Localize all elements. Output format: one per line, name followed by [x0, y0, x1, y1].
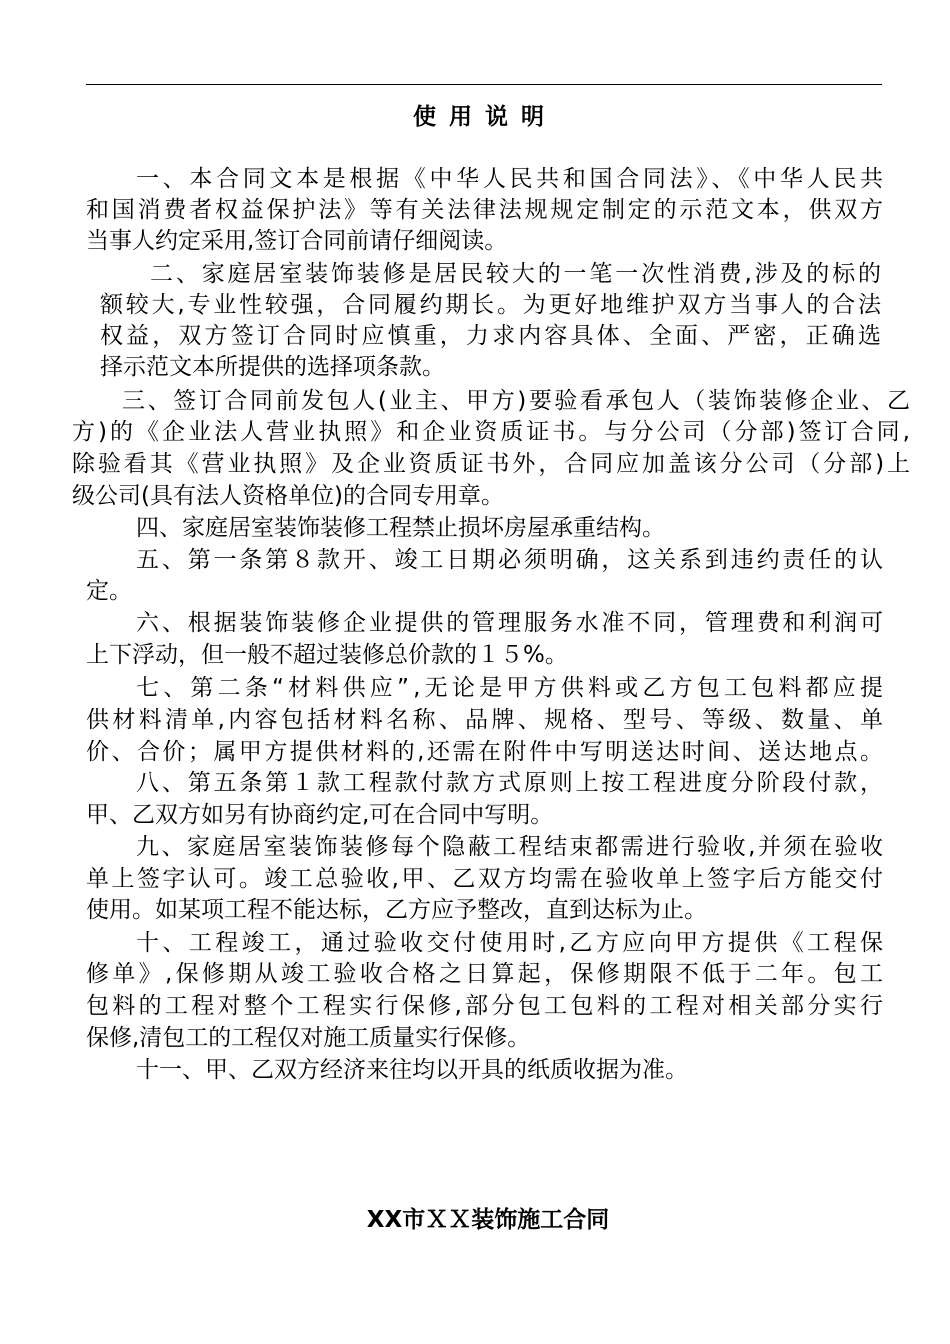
paragraph-3-line-2: 方)的《企业法人营业执照》和企业资质证书。与分公司（分部)签订合同,	[72, 419, 914, 445]
paragraph-2-line-3: 权益，双方签订合同时应慎重，力求内容具体、全面、严密，正确选	[100, 323, 885, 349]
paragraph-9-line-3: 使用。如某项工程不能达标，乙方应予整改，直到达标为止。	[86, 897, 707, 923]
paragraph-5-line-2: 定。	[86, 578, 132, 604]
document-title: 使用说明	[413, 104, 557, 130]
paragraph-6-line-1: 六、根据装饰装修企业提供的管理服务水准不同，管理费和利润可	[136, 610, 886, 636]
paragraph-3-line-4: 级公司(具有法人资格单位)的合同专用章。	[72, 483, 504, 509]
paragraph-1-line-1: 一、本合同文本是根据《中华人民共和国合同法》、《中华人民共	[136, 166, 887, 192]
paragraph-9-line-2: 单上签字认可。竣工总验收,甲、乙双方均需在验收单上签字后方能交付	[86, 866, 886, 892]
paragraph-7-line-3: 价、合价；属甲方提供材料的,还需在附件中写明送达时间、送达地点。	[86, 739, 886, 765]
paragraph-8-line-1: 八、第五条第１款工程款付款方式原则上按工程进度分阶段付款，	[136, 770, 886, 796]
paragraph-5-line-1: 五、第一条第８款开、竣工日期必须明确，这关系到违约责任的认	[136, 547, 886, 573]
paragraph-2-line-4: 择示范文本所提供的选择项条款。	[100, 354, 445, 380]
paragraph-6-line-2: 上下浮动，但一般不超过装修总价款的１５%。	[86, 642, 568, 668]
paragraph-11-line-1: 十一、甲、乙双方经济来往均以开具的纸质收据为准。	[136, 1057, 688, 1083]
paragraph-2-line-2: 额较大,专业性较强，合同履约期长。为更好地维护双方当事人的合法	[100, 292, 884, 318]
paragraph-3-line-3: 除验看其《营业执照》及企业资质证书外，合同应加盖该分公司（分部)上	[72, 451, 913, 477]
paragraph-3-line-1: 三、签订合同前发包人(业主、甲方)要验看承包人（装饰装修企业、乙	[122, 388, 913, 414]
paragraph-10-line-4: 保修,清包工的工程仅对施工质量实行保修。	[86, 1025, 531, 1051]
paragraph-9-line-1: 九、家庭居室装饰装修每个隐蔽工程结束都需进行验收,并须在验收	[136, 834, 886, 860]
paragraph-1-line-3: 当事人约定采用,签订合同前请仔细阅读。	[86, 228, 508, 254]
paragraph-1-line-2: 和国消费者权益保护法》等有关法律法规规定制定的示范文本，供双方	[86, 197, 886, 223]
paragraph-10-line-2: 修单》,保修期从竣工验收合格之日算起，保修期限不低于二年。包工	[86, 961, 887, 987]
contract-title: XX市ＸＸ装饰施工合同	[366, 1207, 610, 1233]
paragraph-2-line-1: 二、家庭居室装饰装修是居民较大的一笔一次性消费,涉及的标的	[150, 261, 884, 287]
paragraph-10-line-3: 包料的工程对整个工程实行保修,部分包工包料的工程对相关部分实行	[86, 993, 887, 1019]
paragraph-10-line-1: 十、工程竣工，通过验收交付使用时,乙方应向甲方提供《工程保	[136, 930, 887, 956]
header-rule	[86, 84, 882, 85]
paragraph-8-line-2: 甲、乙双方如另有协商约定,可在合同中写明。	[86, 802, 554, 828]
paragraph-7-line-2: 供材料清单,内容包括材料名称、品牌、规格、型号、等级、数量、单	[86, 707, 887, 733]
paragraph-4-line-1: 四、家庭居室装饰装修工程禁止损坏房屋承重结构。	[136, 515, 665, 541]
paragraph-7-line-1: 七、第二条“材料供应”,无论是甲方供料或乙方包工包料都应提	[136, 675, 888, 701]
